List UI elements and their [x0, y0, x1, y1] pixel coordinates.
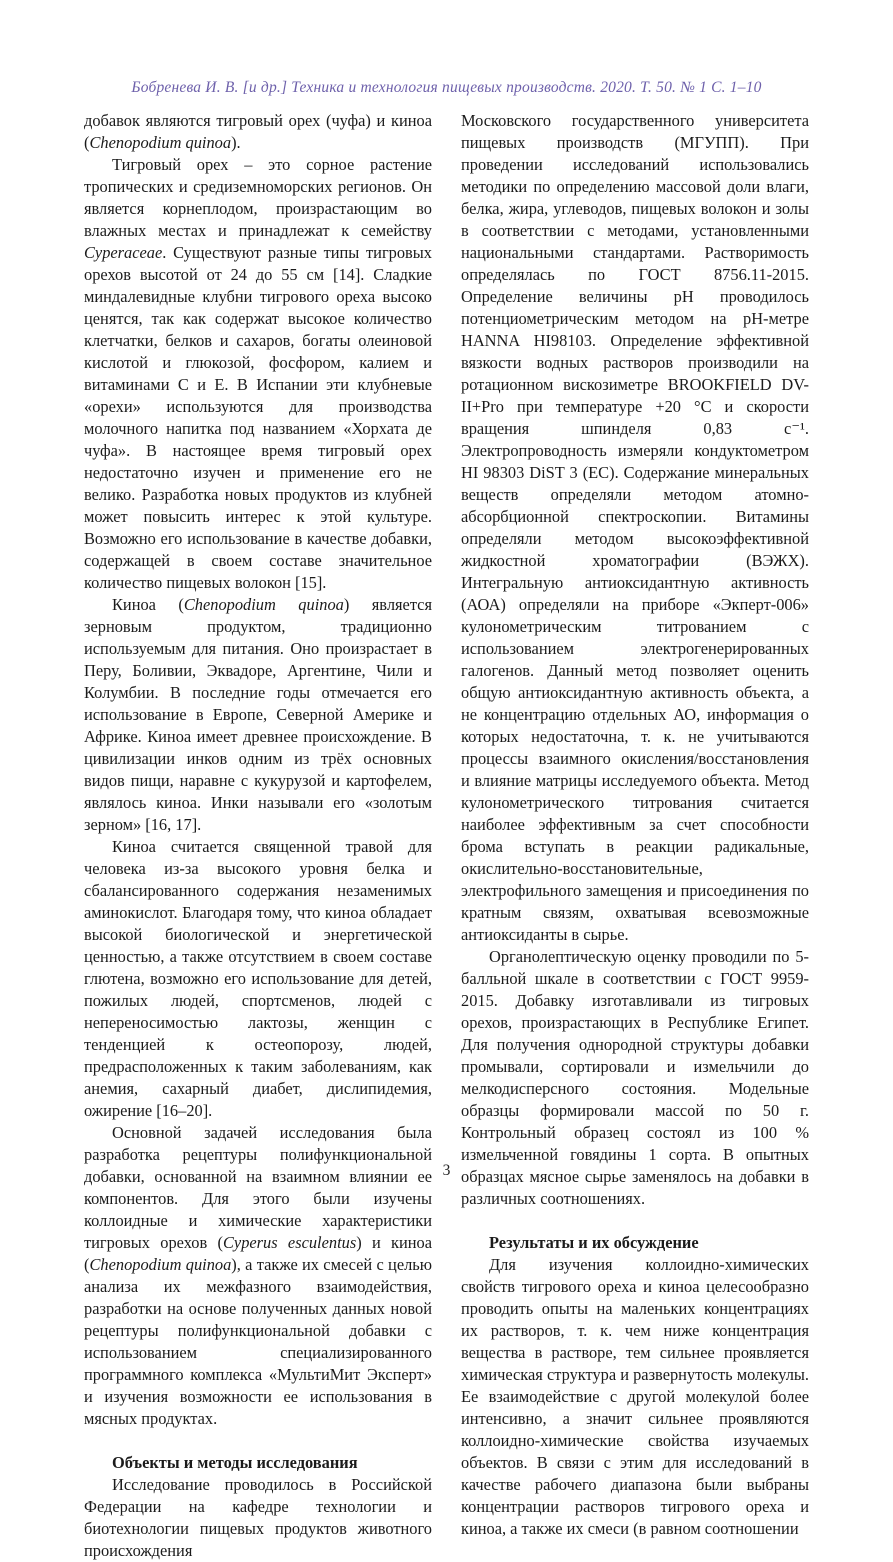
running-header: Бобренева И. В. [и др.] Техника и технология пищевых производств. 2020. Т. 50. № 1 С. 1–10 — [131, 79, 762, 96]
text-run: ), а также их смесей с целью анализа их межфазного взаимодействия, разработки на основе полученных данных новой рецептуры полифункциональной добавки с использованием специализированного программного комплекса «МультиМит Эксперт» и изучения возможности ее использования в мясных продуктах. — [84, 1255, 432, 1428]
paragraph — [84, 1474, 432, 1562]
text-run: Киноа считается священной травой для человека из-за высокого уровня белка и сбалансированного содержания незаменимых аминокислот. Благодаря тому, что киноа обладает высокой биологической и энергетической ценностью, а также отсутствием в своем составе глютена, возможно его использование для детей, пожилых людей, спортсменов, людей с непереносимостью лактозы, женщин с тенденцией к остеопорозу, людей, предрасположенных к таким заболеваниям, как анемия, сахарный диабет, дислипидемия, ожирение [16–20]. — [84, 837, 432, 1120]
text-run: Органолептическую оценку проводили по 5-балльной шкале в соответствии с ГОСТ 9959-2015. Добавку изготавливали из тигровых орехов, произрастающих в Республике Египет. Для получения однородной структуры добавки промывали, сортировали и измельчили до мелкодисперсного состояния. Модельные образцы формировали массой по 50 г. Контрольный образец состоял из 100 % измельченной говядины 1 сорта. В опытных образцах мясное сырье заменялось на добавки в различных соотношениях. — [461, 947, 809, 1208]
text-run: ). — [231, 133, 241, 152]
paragraph — [84, 836, 432, 1122]
text-run: ) и киноа ( — [84, 1233, 432, 1274]
text-run: добавок являются тигровый орех (чуфа) и киноа ( — [84, 111, 432, 152]
text-run: Основной задачей исследования была разработка рецептуры полифункциональной добавки, основанной на взаимном влиянии ее компонентов. Для этого были изучены коллоидные и химические характеристики тигровых орехов ( — [84, 1123, 432, 1252]
paragraph — [84, 110, 432, 154]
text-run: . Существуют разные типы тигровых орехов высотой от 24 до 55 см [14]. Сладкие миндалевидные клубни тигрового ореха высоко ценятся, так как содержат высокое количество клетчатки, белков и сахаров, богаты олеиновой кислотой и глюкозой, фосфором, калием и витаминами С и Е. В Испании эти клубневые «орехи» используются для производства молочного напитка под названием «Хорхата де чуфа». В настоящее время тигровый орех недостаточно изучен и применение его не велико. Разработка новых продуктов из клубней может повысить интерес к этой культуре. Возможно его использование в качестве добавки, содержащей в своем составе значительное количество пищевых волокон [15]. — [84, 243, 432, 592]
paragraph — [461, 1254, 809, 1540]
right-column — [461, 110, 809, 1562]
text-run: Исследование проводилось в Российской Федерации на кафедре технологии и биотехнологии пищевых продуктов животного происхождения — [84, 1475, 432, 1560]
text-run: Московского государственного университета пищевых производств (МГУПП). При проведении исследований использовались методики по определению массовой доли влаги, белка, жира, углеводов, пищевых волокон и золы в соответствии с методами, установленными национальными стандартами. Растворимость определялась по ГОСТ 8756.11-2015. Определение величины рН проводилось потенциометрическим методом на рН-метре HANNA HI98103. Определение эффективной вязкости водных растворов производили на ротационном вискозиметре BROOKFIELD DV-II+Pro при температуре +20 °С и скорости вращения шпинделя 0,83 с⁻¹. Электропроводность измеряли кондуктометром HI 98303 DiST 3 (ЕС). Содержание минеральных веществ определяли методом атомно-абсорбционной спектроскопии. Витамины определяли методом высокоэффективной жидкостной хроматографии (ВЭЖХ). Интегральную антиоксидантную активность (АОА) определяли на приборе «Экперт-006» кулонометрическим титрованием с использованием электрогенерированных галогенов. Данный метод позволяет оценить общую антиоксидантную активность объекта, а не концентрацию отдельных АО, информация о которых недостаточна, т. к. не учитываются процессы взаимного окисления/восстановления и влияние матрицы исследуемого объекта. Метод кулонометрического титрования считается наиболее эффективным за счет способности брома вступать в реакции радикальные, окислительно-восстановительные, электрофильного замещения и присоединения по кратным связям, охватывая всевозможные антиоксиданты в сырье. — [461, 111, 809, 944]
text-run: Тигровый орех – это сорное растение тропических и средиземноморских регионов. Он является корнеплодом, произрастающим во влажных местах и принадлежат к семейству — [84, 155, 432, 240]
latin-binomial-term: Chenopodium quinoa — [183, 595, 344, 614]
paragraph — [84, 594, 432, 836]
paragraph — [84, 154, 432, 594]
paragraph — [461, 110, 809, 946]
page-number: 3 — [442, 1162, 451, 1179]
latin-binomial-term: Chenopodium quinoa — [89, 133, 232, 152]
left-column — [84, 110, 432, 1562]
text-run: Для изучения коллоидно-химических свойств тигрового ореха и киноа целесообразно проводить опыты на маленьких концентрациях их растворов, т. к. чем ниже концентрация вещества в растворе, тем сильнее проявляется химическая структура и развернутость молекулы. Ее взаимодействие с другой молекулой более интенсивно, а значит сильнее проявляются коллоидно-химические свойства изучаемых объектов. В связи с этим для исследований в качестве рабочего диапазона были выбраны концентрации растворов тигрового ореха и киноа, а также их смеси (в равном соотношении — [461, 1255, 809, 1538]
two-column-body — [84, 110, 809, 1562]
latin-binomial-term: Cyperus esculentus — [223, 1233, 357, 1252]
text-run: Киноа ( — [112, 595, 184, 614]
latin-binomial-term: Chenopodium quinoa — [89, 1255, 232, 1274]
latin-binomial-term: Cyperaceae — [84, 243, 163, 262]
section-heading: Результаты и их обсуждение — [489, 1233, 699, 1252]
text-run: ) является зерновым продуктом, традиционно используемым для питания. Оно произрастает в Перу, Боливии, Эквадоре, Аргентине, Чили и Колумбии. В последние годы отмечается его использование в Европе, Северной Америке и Африке. Киноа имеет древнее происхождение. В цивилизации инков одним из трёх основных видов пищи, наравне с кукурузой и картофелем, являлось киноа. Инки называли его «золотым зерном» [16, 17]. — [84, 595, 432, 834]
section-heading: Объекты и методы исследования — [112, 1453, 358, 1472]
